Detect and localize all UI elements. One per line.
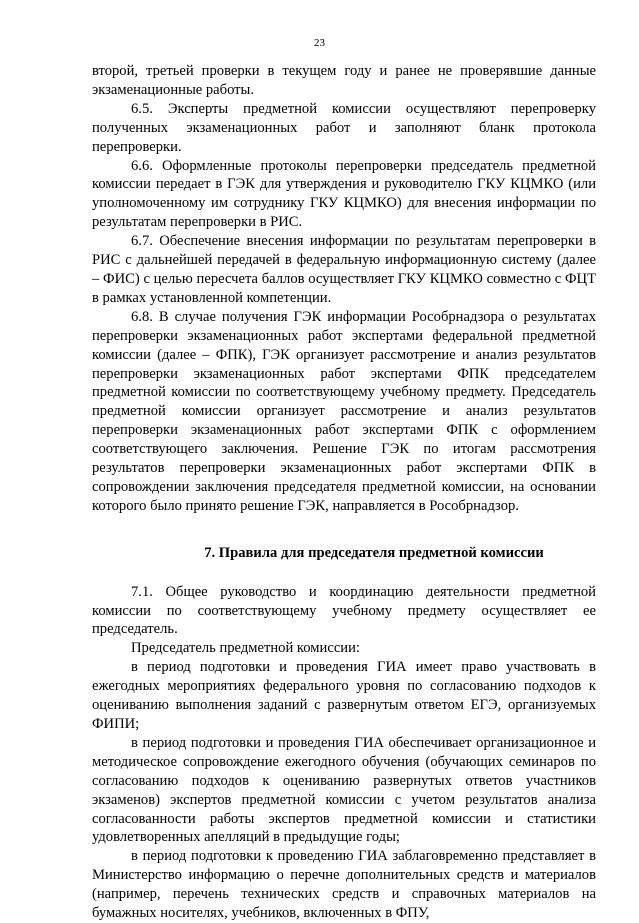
paragraph-6-6: 6.6. Оформленные протоколы перепроверки председатель предметной комиссии передает в ГЭК для утверждения и руководителю ГКУ КЦМКО (или уполномоченному им сотруднику ГКУ КЦМКО) для внесения информации по результатам перепроверки в РИС. <box>92 157 596 231</box>
paragraph-chair-intro: Председатель предметной комиссии: <box>131 640 360 657</box>
paragraph-chair-training: в период подготовки и проведения ГИА обеспечивает организационное и методическое сопровождение ежегодного обучения (обучающих семинаров по согласованию подходов к оцениванию развернутых ответов участников экзаменов) экспертов предметной комиссии с учетом результатов анализа согласованности работы экспертов предметной комиссии и статистики удовлетворенных апелляций в предыдущие годы; <box>92 734 596 846</box>
paragraph-6-7: 6.7. Обеспечение внесения информации по результатам перепроверки в РИС с дальнейшей передачей в федеральную информационную систему (далее – ФИС) с целью пересчета баллов осуществляет ГКУ КЦМКО совместно с ФЦТ в рамках установленной компетенции. <box>92 233 596 306</box>
paragraph-6-8: 6.8. В случае получения ГЭК информации Рособрнадзора о результатах перепроверки экзаменационных работ экспертами федеральной предметной комиссии (далее – ФПК), ГЭК организует рассмотрение и анализ результатов перепроверки экзаменационных работ экспертами ФПК председателем предметной комиссии по соответствующему учебному предмету. Председатель предметной комиссии организует рассмотрение и анализ результатов перепроверки экзаменационных работ экспертами ФПК с оформлением соответствующего заключения. Решение ГЭК по итогам рассмотрения результатов перепроверки экзаменационных работ экспертами ФПК в сопровождении заключения председателя предметной комиссии, на основании которого было принято решение ГЭК, направляется в Рособрнадзор. <box>92 308 596 514</box>
paragraph-chair-materials: в период подготовки к проведению ГИА заблаговременно представляет в Министерство информацию о перечне дополнительных средств и материалов (например, перечень технических средств и справочных материалов на бумажных носителях, учебников, включенных в ФПУ, <box>92 848 596 922</box>
section-heading: 7. Правила для председателя предметной комиссии <box>204 544 544 561</box>
page-number: 23 <box>314 37 325 49</box>
paragraph-chair-right: в период подготовки и проведения ГИА имеет право участвовать в ежегодных мероприятиях федерального уровня по согласованию подходов к оцениванию выполнения заданий с развернутым ответом ЕГЭ, организуемых ФИПИ; <box>92 659 596 732</box>
paragraph-7-1: 7.1. Общее руководство и координацию деятельности предметной комиссии по соответствующему учебному предмету осуществляет ее председатель. <box>92 583 596 638</box>
document-body <box>92 62 596 923</box>
paragraph-6-5: 6.5. Эксперты предметной комиссии осуществляют перепроверку полученных экзаменационных работ и заполняют бланк протокола перепроверки. <box>92 100 596 155</box>
paragraph-continuation: второй, третьей проверки в текущем году и ранее не проверявшие данные экзаменационные работы. <box>92 63 596 98</box>
